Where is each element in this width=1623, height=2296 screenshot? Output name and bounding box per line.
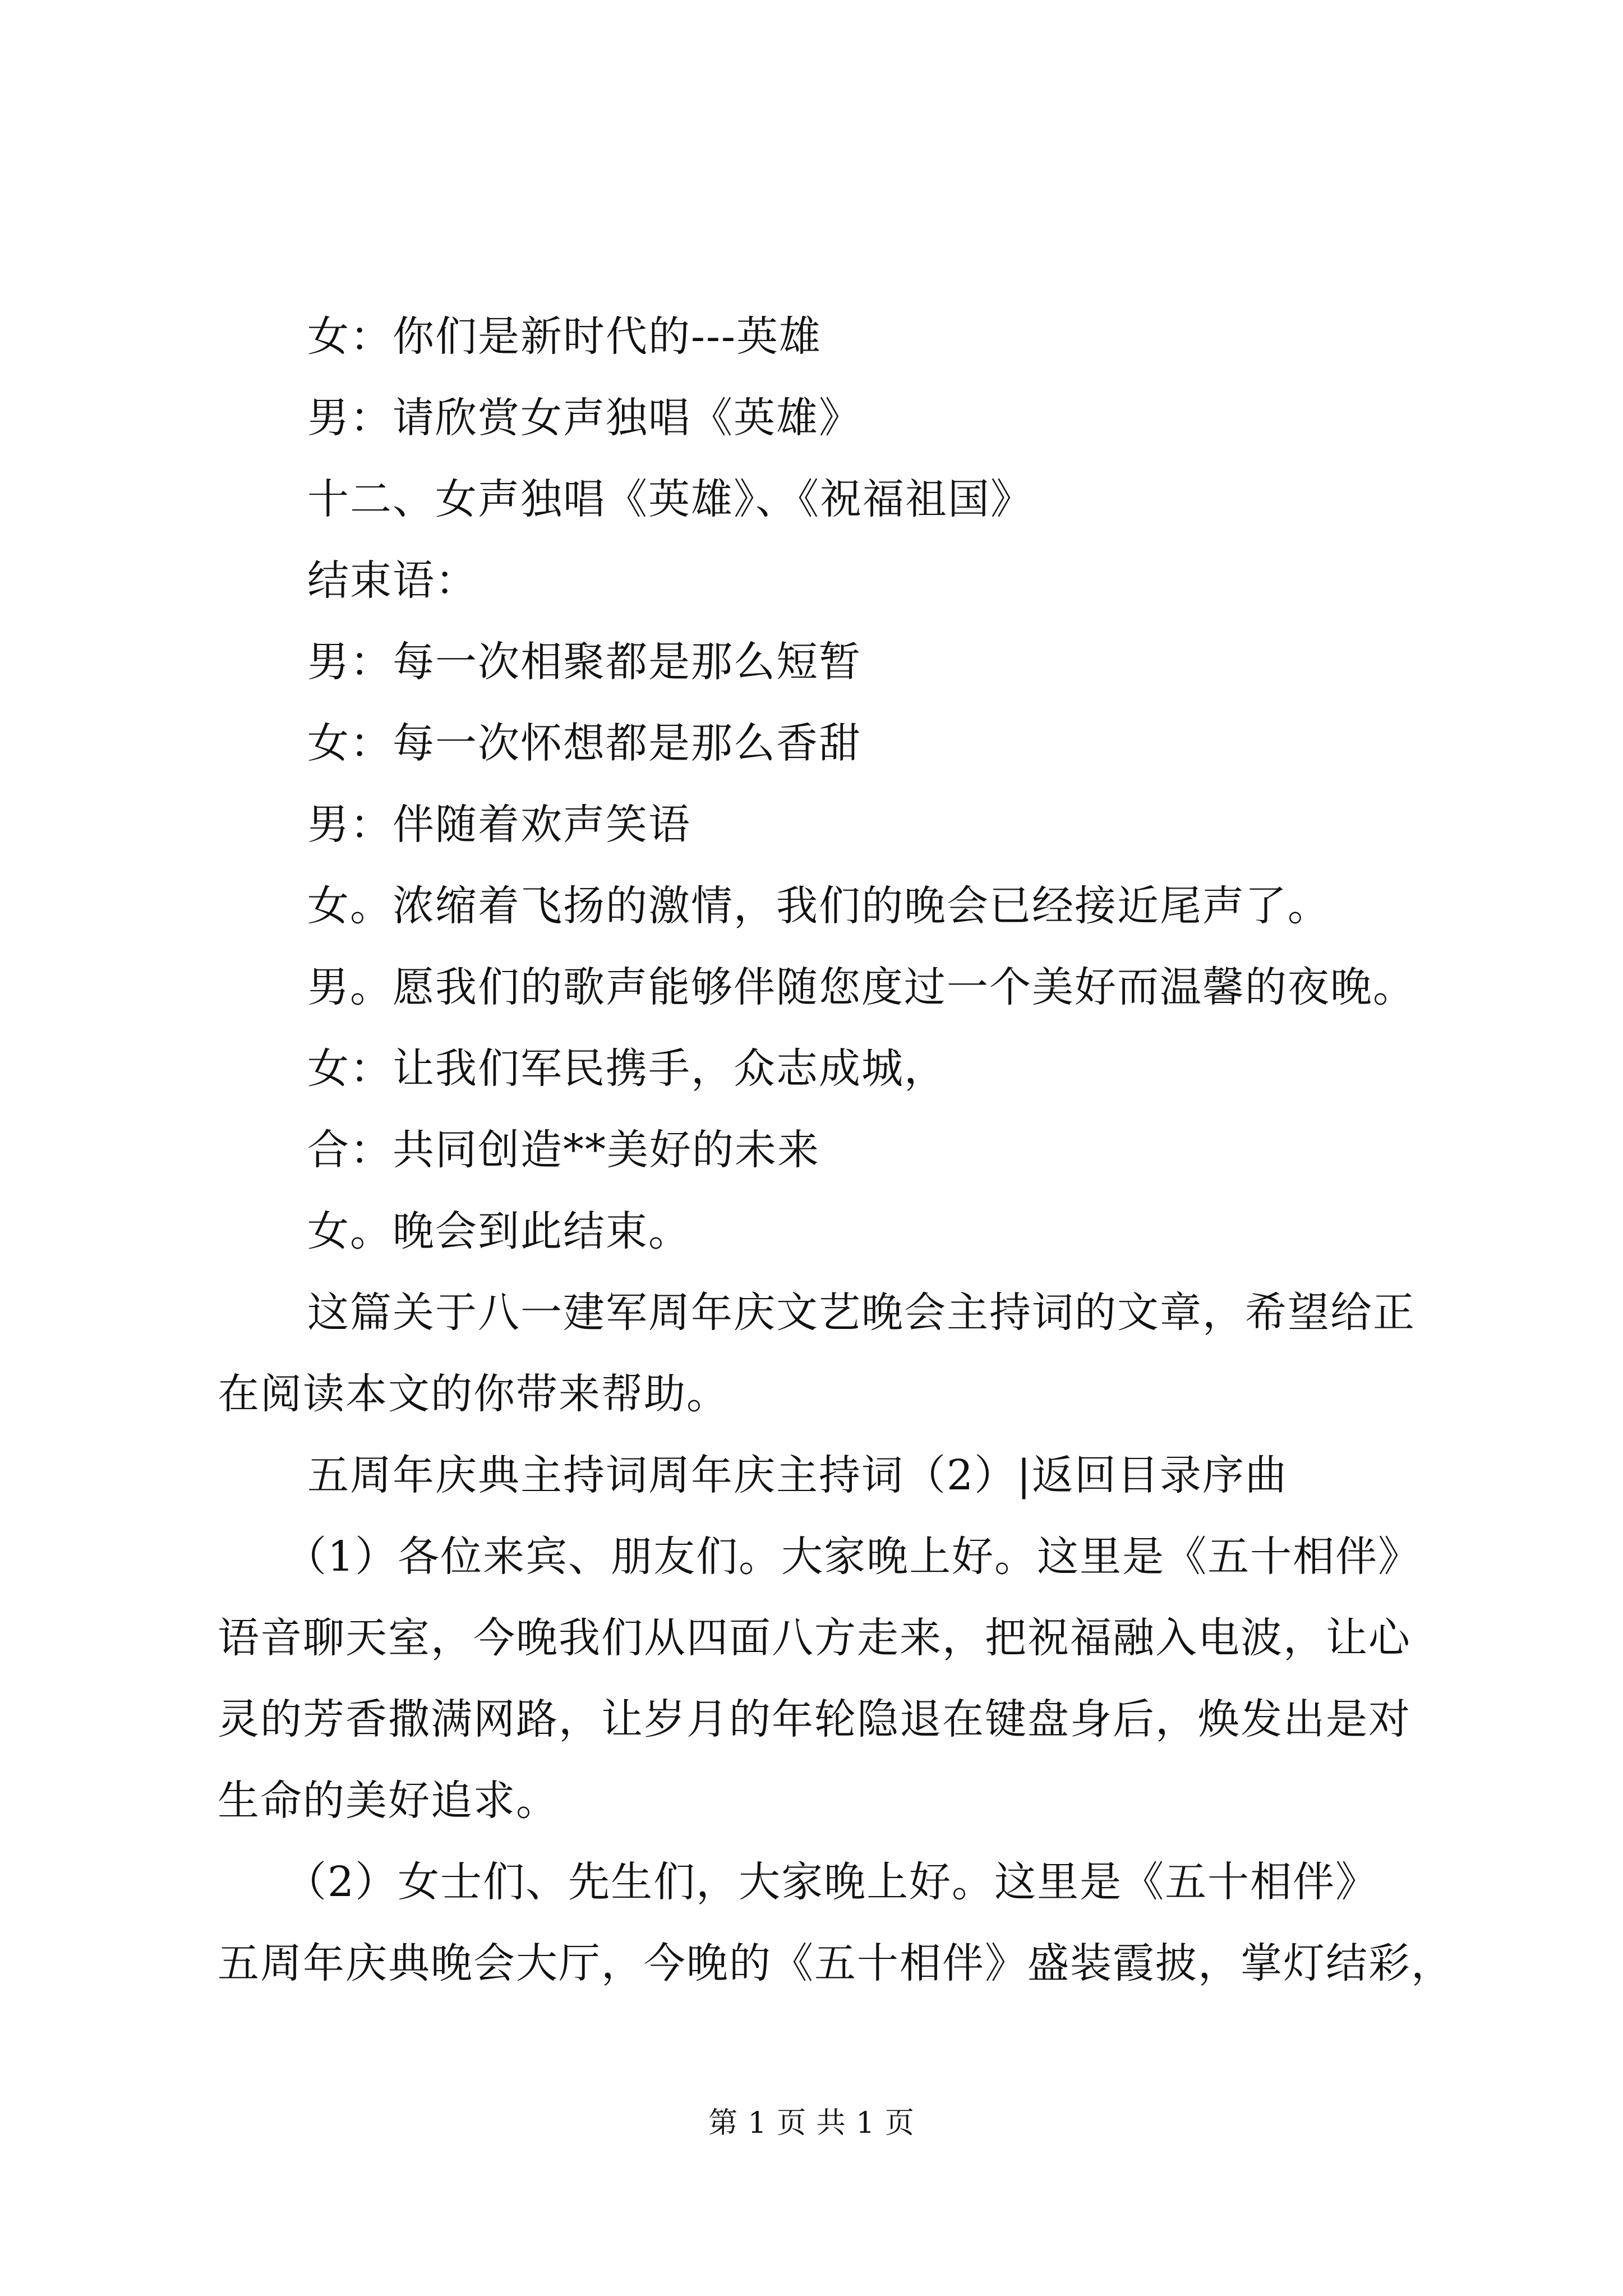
- paragraph-line: 在阅读本文的你带来帮助。: [218, 1370, 729, 1418]
- paragraph-line: 女：你们是新时代的---英雄: [307, 312, 822, 361]
- paragraph-line: 男：每一次相聚都是那么短暂: [307, 638, 861, 686]
- paragraph-line: 生命的美好追求。: [218, 1777, 559, 1825]
- paragraph-line: （2）女士们、先生们，大家晚上好。这里是《五十相伴》: [285, 1858, 1378, 1906]
- paragraph-line: （1）各位来宾、朋友们。大家晚上好。这里是《五十相伴》: [285, 1533, 1421, 1581]
- page-number: 第 1 页 共 1 页: [708, 2106, 915, 2140]
- paragraph-line: 男：伴随着欢声笑语: [307, 800, 691, 849]
- paragraph-line: 女。晚会到此结束。: [307, 1207, 691, 1255]
- paragraph-line: 女：让我们军民携手，众志成城，: [307, 1045, 947, 1093]
- section-heading: 十二、女声独唱《英雄》、《祝福祖国》: [307, 475, 1033, 523]
- page-footer: [0, 2104, 1623, 2143]
- paragraph-line: 男：请欣赏女声独唱《英雄》: [307, 394, 861, 442]
- paragraph-line: 灵的芳香撒满网路，让岁月的年轮隐退在键盘身后，焕发出是对: [218, 1695, 1411, 1743]
- paragraph-line: 五周年庆典晚会大厅，今晚的《五十相伴》盛装霞披，掌灯结彩，: [218, 1939, 1454, 1987]
- document-body: [218, 296, 1454, 2004]
- paragraph-line: 女：每一次怀想都是那么香甜: [307, 719, 861, 767]
- section-heading: 五周年庆典主持词周年庆主持词（2）|返回目录序曲: [307, 1451, 1288, 1499]
- section-heading: 结束语：: [307, 556, 478, 605]
- paragraph-line: 女。浓缩着飞扬的激情，我们的晚会已经接近尾声了。: [307, 882, 1330, 930]
- paragraph-line: 语音聊天室，今晚我们从四面八方走来，把祝福融入电波，让心: [218, 1614, 1411, 1662]
- paragraph-line: 男。愿我们的歌声能够伴随您度过一个美好而温馨的夜晚。: [307, 963, 1415, 1011]
- paragraph-line: 合：共同创造**美好的未来: [307, 1126, 820, 1174]
- paragraph-line: 这篇关于八一建军周年庆文艺晚会主持词的文章，希望给正: [307, 1289, 1415, 1337]
